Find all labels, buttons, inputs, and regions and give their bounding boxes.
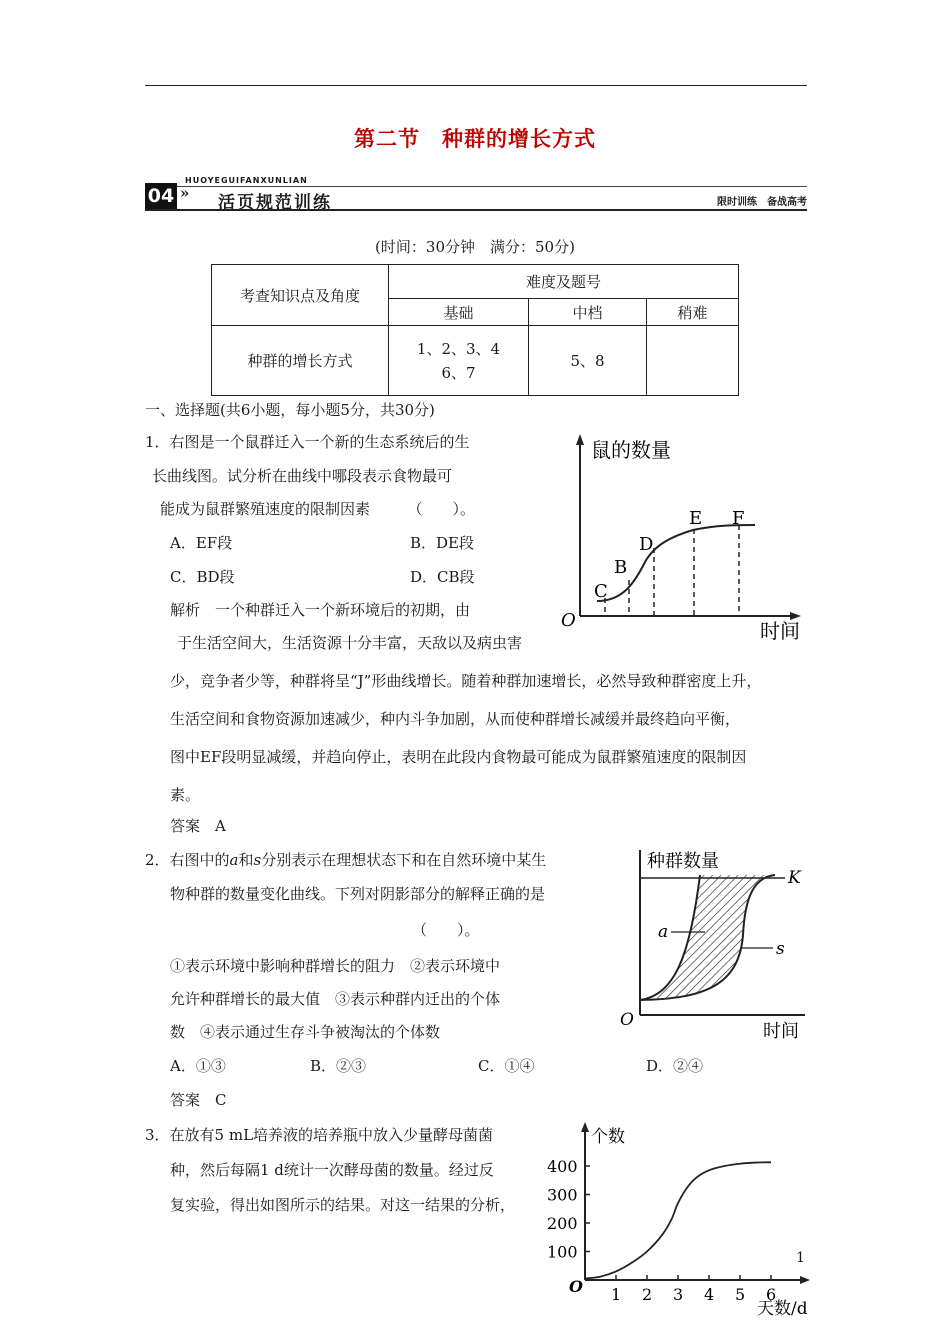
section-title: 活页规范训练 bbox=[218, 193, 332, 213]
time-limit: (时间：30分钟 满分：50分) bbox=[375, 238, 575, 256]
q3-x-tick-label: 3 bbox=[673, 1285, 684, 1304]
q1-line1: 1．右图是一个鼠群迁入一个新的生态系统后的生 bbox=[145, 433, 470, 451]
q1-point-b: B bbox=[614, 557, 628, 578]
level-medium: 中档 bbox=[529, 299, 647, 326]
q1-y-arrow-icon bbox=[576, 434, 584, 445]
section-right-label: 限时训练 备战高考 bbox=[717, 197, 807, 208]
q3-x-tick-label: 2 bbox=[642, 1285, 653, 1304]
q2-line1 bbox=[145, 850, 546, 870]
page-number: 1 bbox=[796, 1250, 805, 1266]
q2-line2: 物种群的数量变化曲线。下列对阴影部分的解释正确的是 bbox=[170, 885, 546, 903]
q3-x-tick-label: 5 bbox=[735, 1285, 746, 1304]
q3-origin: O bbox=[569, 1277, 583, 1296]
q1-answer: 答案 A bbox=[170, 817, 226, 835]
q3-y-tick-label: 300 bbox=[547, 1185, 578, 1205]
q1-point-e: E bbox=[689, 508, 703, 529]
q3-xlabel: 天数/d bbox=[757, 1299, 808, 1319]
level-basic: 基础 bbox=[389, 299, 529, 326]
section-pinyin: HUOYEGUIFANXUNLIAN bbox=[185, 176, 308, 185]
q1-figure bbox=[555, 430, 810, 650]
section-badge: 04 bbox=[145, 183, 177, 209]
level-hard: 稍难 bbox=[647, 299, 739, 326]
q1-option-c: C．BD段 bbox=[170, 568, 235, 586]
q3-line2: 种，然后每隔1 d统计一次酵母菌的数量。经过反 bbox=[170, 1161, 494, 1179]
band-rule-thin bbox=[177, 186, 807, 187]
page-title: 第二节 种群的增长方式 bbox=[354, 126, 596, 151]
q2-origin: O bbox=[620, 1010, 634, 1030]
q1-drawn-curve bbox=[597, 509, 735, 601]
q2-figure bbox=[615, 845, 810, 1045]
q1-explanation-4: 生活空间和食物资源加速减少，种内斗争加剧，从而使种群增长减缓并最终趋向平衡， bbox=[170, 710, 741, 728]
q3-y-arrow-icon bbox=[581, 1122, 589, 1132]
q3-chart bbox=[545, 1120, 815, 1344]
q1-explanation-2: 于生活空间大，生活资源十分丰富，天敌以及病虫害 bbox=[177, 634, 523, 652]
q1-explanation-6: 素。 bbox=[170, 786, 201, 804]
q1-explanation-5: 图中EF段明显减缓，并趋向停止，表明在此段内食物最可能成为鼠群繁殖速度的限制因 bbox=[170, 748, 747, 766]
q1-option-a: A．EF段 bbox=[170, 534, 233, 552]
q1-explanation-3: 少，竞争者少等，种群将呈“J”形曲线增长。随着种群加速增长，必然导致种群密度上升， bbox=[170, 672, 762, 690]
col-topic-header: 考查知识点及角度 bbox=[212, 265, 389, 326]
q2-line3: （ ）。 bbox=[412, 921, 480, 939]
q2-option-c: C．①④ bbox=[478, 1057, 535, 1075]
top-rule bbox=[145, 85, 807, 86]
q2-line1-mid: 和 bbox=[238, 851, 254, 869]
cell-medium: 5、8 bbox=[529, 326, 647, 396]
q2-xlabel: 时间 bbox=[763, 1021, 799, 1042]
q2-a-label: a bbox=[658, 922, 669, 942]
q2-option-b: B．②③ bbox=[310, 1057, 367, 1075]
q3-y-tick-label: 400 bbox=[547, 1157, 578, 1176]
q1-growth-curve bbox=[597, 503, 741, 601]
q1-line3: 能成为鼠群繁殖速度的限制因素 （ ）。 bbox=[160, 500, 476, 518]
q3-line3: 复实验，得出如图所示的结果。对这一结果的分析， bbox=[170, 1196, 516, 1214]
cell-hard bbox=[647, 326, 739, 396]
q2-line1-pre: 2．右图中的 bbox=[145, 851, 230, 869]
q1-point-d: D bbox=[639, 534, 654, 555]
q2-line4: ①表示环境中影响种群增长的阻力 ②表示环境中 bbox=[170, 957, 501, 975]
row-topic: 种群的增长方式 bbox=[212, 326, 389, 396]
q2-k-label: K bbox=[788, 868, 801, 888]
q1-explanation-1: 解析 一个种群迁入一个新环境后的初期，由 bbox=[170, 601, 471, 619]
q2-line5: 允许种群增长的最大值 ③表示种群内迁出的个体 bbox=[170, 990, 501, 1008]
cell-basic-line1: 1、2、3、4 bbox=[416, 339, 501, 358]
double-arrow-icon: » bbox=[180, 184, 190, 202]
q1-option-b: B．DE段 bbox=[410, 534, 474, 552]
q3-x-arrow-icon bbox=[800, 1276, 810, 1284]
q3-x-tick-label: 4 bbox=[704, 1285, 715, 1304]
q3-series-line bbox=[585, 1162, 771, 1278]
q2-ylabel: 种群数量 bbox=[647, 851, 719, 872]
cell-basic bbox=[389, 326, 529, 396]
q1-origin: O bbox=[561, 610, 576, 631]
q3-y-tick-label: 200 bbox=[547, 1214, 578, 1233]
q3-line1: 3．在放有5 mL培养液的培养瓶中放入少量酵母菌菌 bbox=[145, 1126, 494, 1144]
q1-ylabel: 鼠的数量 bbox=[591, 438, 671, 462]
q3-y-tick-label: 100 bbox=[547, 1242, 578, 1262]
q2-line1-post: 分别表示在理想状态下和在自然环境中某生 bbox=[261, 851, 547, 869]
q3-x-tick-label: 6 bbox=[766, 1285, 777, 1304]
difficulty-table bbox=[211, 264, 739, 396]
q1-option-d: D．CB段 bbox=[410, 568, 475, 586]
q1-line2: 长曲线图。试分析在曲线中哪段表示食物最可 bbox=[152, 467, 453, 485]
q2-option-a: A．①③ bbox=[170, 1057, 226, 1075]
q2-line6: 数 ④表示通过生存斗争被淘汰的个体数 bbox=[170, 1023, 441, 1041]
q2-var-s: s bbox=[253, 851, 262, 869]
q2-s-label: s bbox=[776, 939, 785, 959]
q2-var-a: a bbox=[229, 851, 239, 869]
q3-x-tick-label: 1 bbox=[611, 1285, 622, 1304]
q1-point-f: F bbox=[732, 508, 745, 529]
cell-basic-line2: 6、7 bbox=[441, 363, 476, 382]
section-heading: 一、选择题(共6小题，每小题5分，共30分) bbox=[145, 401, 435, 419]
difficulty-group-header: 难度及题号 bbox=[389, 265, 739, 299]
q1-growth-curve-line bbox=[597, 507, 740, 601]
band-rule-thick bbox=[145, 209, 807, 211]
q1-xlabel: 时间 bbox=[760, 619, 800, 643]
q3-ylabel: 个数 bbox=[591, 1127, 625, 1147]
q2-option-d: D．②④ bbox=[646, 1057, 704, 1075]
q1-point-c: C bbox=[594, 581, 608, 602]
q2-answer: 答案 C bbox=[170, 1091, 227, 1109]
